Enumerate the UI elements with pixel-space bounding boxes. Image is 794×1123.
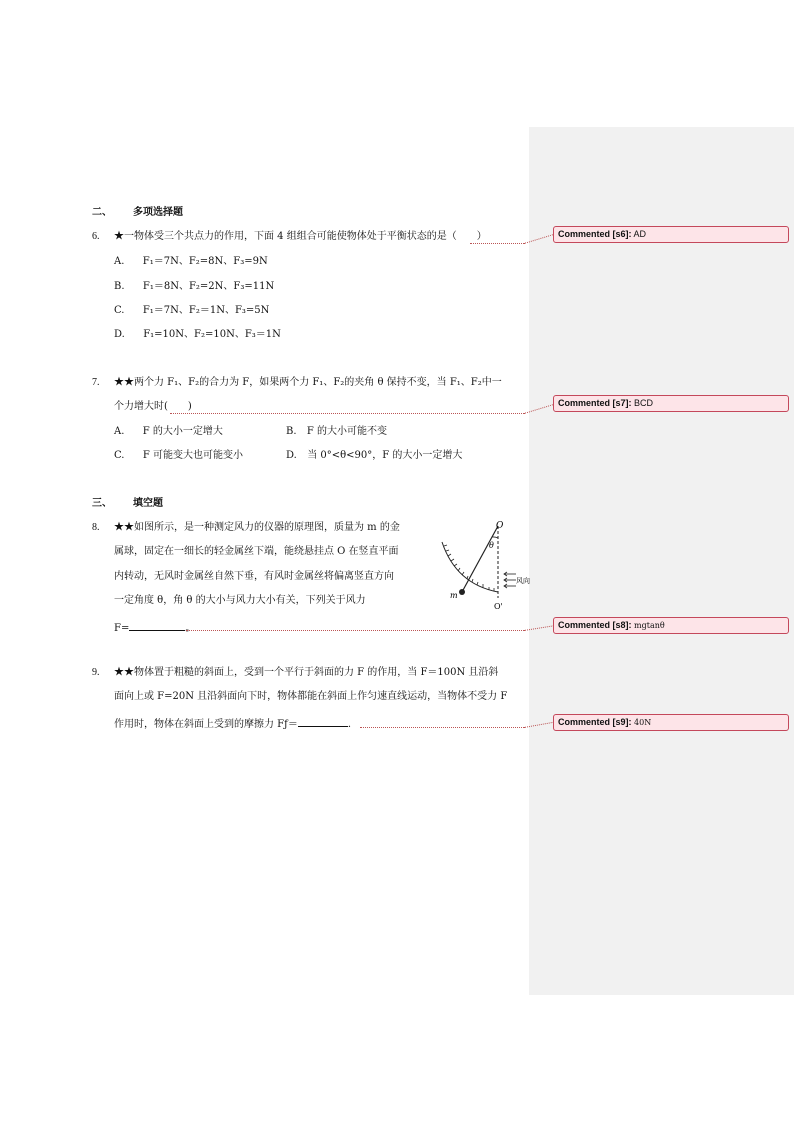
- comment-s6-leader: [470, 243, 524, 244]
- q8-line2: 属球，固定在一细长的轻金属丝下端，能绕悬挂点 O 在竖直平面: [114, 546, 399, 557]
- section-3-title: 填空题: [132, 498, 163, 509]
- figure-label-m: m: [450, 591, 458, 600]
- q6-option-c: [114, 305, 269, 317]
- q7-number: 7.: [92, 377, 100, 388]
- comment-s6[interactable]: [553, 226, 789, 243]
- q7-option-a-text: F 的大小一定增大: [142, 426, 223, 437]
- q6-option-b: [114, 281, 274, 293]
- comment-s7-author: Commented [s7]:: [558, 398, 632, 408]
- comment-s9-leader: [360, 727, 524, 728]
- q7-option-b-text: F 的大小可能不变: [306, 426, 388, 437]
- comment-s9-author: Commented [s9]:: [558, 717, 632, 727]
- q9-line2: 面向上或 F=20N 且沿斜面向下时，物体都能在斜面上作匀速直线运动，当物体不受力 F: [114, 691, 508, 702]
- figure-label-o: O: [496, 521, 504, 531]
- metal-ball: [459, 589, 465, 595]
- section-2-title: 多项选择题: [132, 207, 183, 218]
- q6-option-c-text: F₁＝7N、F₂＝1N、F₃=5N: [142, 305, 270, 316]
- q7-option-d: [286, 450, 462, 462]
- q6-option-a-label: A.: [114, 256, 125, 267]
- q9-line3: [114, 716, 351, 731]
- q7-stem-line2[interactable]: 个力增大时( ): [114, 401, 192, 412]
- comment-s9-text: 40N: [634, 718, 652, 727]
- comment-s8-text: mgtanθ: [634, 621, 665, 630]
- comment-s7-text: BCD: [634, 398, 654, 408]
- comment-margin-pane: [529, 127, 794, 995]
- q8-line3: 内转动，无风时金属丝自然下垂，有风时金属丝将偏离竖直方向: [114, 571, 394, 582]
- q7-option-a-label: A.: [114, 426, 125, 437]
- section-2-heading: [92, 207, 183, 219]
- q9-answer-blank[interactable]: [298, 716, 348, 727]
- comment-s6-text: AD: [633, 229, 647, 239]
- q6-option-a-text: F₁＝7N、F₂=8N、F₃=9N: [142, 256, 268, 267]
- q6-number: 6.: [92, 231, 100, 242]
- q6-option-b-label: B.: [114, 281, 125, 292]
- comment-s7-leader: [170, 413, 524, 414]
- q8-number: 8.: [92, 522, 100, 533]
- angle-arc: [492, 537, 498, 538]
- q8-line1: ★★如图所示，是一种测定风力的仪器的原理图，质量为 m 的金: [114, 522, 400, 533]
- q6-option-b-text: F₁＝8N、F₂=2N、F₃=11N: [142, 281, 275, 292]
- q7-stem-line1[interactable]: ★★两个力 F₁、F₂的合力为 F，如果两个力 F₁、F₂的夹角 θ 保持不变，当 F₁、F₂中一: [114, 377, 502, 388]
- q9-line1: ★★物体置于粗糙的斜面上，受到一个平行于斜面的力 F 的作用，当 F＝100N 且沿斜: [114, 667, 499, 678]
- comment-s8-author: Commented [s8]:: [558, 620, 632, 630]
- q8-answer-line: [114, 620, 195, 635]
- figure-label-theta: θ: [489, 541, 494, 550]
- wind-arrows: [504, 572, 516, 588]
- q7-option-b-label: B.: [286, 426, 297, 437]
- q9-number: 9.: [92, 667, 100, 678]
- q7-option-c-label: C.: [114, 450, 125, 461]
- comment-s6-author: Commented [s6]:: [558, 229, 632, 239]
- comment-s8-leader: [186, 630, 524, 631]
- q6-option-d-text: F₁=10N、F₂=10N、F₃＝1N: [143, 329, 281, 340]
- q8-answer-suffix: 。: [185, 623, 196, 634]
- q8-line4: 一定角度 θ，角 θ 的大小与风力大小有关，下列关于风力: [114, 595, 366, 606]
- q7-option-b: [286, 426, 387, 438]
- q7-option-c-text: F 可能变大也可能变小: [142, 450, 243, 461]
- q7-option-d-text: 当 0°<θ<90°，F 的大小一定增大: [307, 450, 463, 461]
- q9-line3-prefix: 作用时，物体在斜面上受到的摩擦力 Fƒ＝: [114, 719, 298, 730]
- q7-option-d-label: D.: [286, 450, 297, 461]
- q8-answer-prefix: F=: [114, 623, 130, 634]
- q6-option-d: [114, 329, 281, 341]
- section-3-heading: [92, 498, 163, 510]
- q8-answer-blank[interactable]: [129, 620, 185, 631]
- figure-label-wind: 风向: [516, 577, 530, 585]
- q6-stem[interactable]: ★一物体受三个共点力的作用，下面 4 组组合可能使物体处于平衡状态的是（ ）: [114, 231, 487, 242]
- q6-option-d-label: D.: [114, 329, 125, 340]
- comment-s9[interactable]: [553, 714, 789, 731]
- comment-s8[interactable]: [553, 617, 789, 634]
- figure-label-o-prime: O': [494, 602, 503, 611]
- comment-s7[interactable]: [553, 395, 789, 412]
- q6-option-c-label: C.: [114, 305, 125, 316]
- section-2-number: 二、: [92, 207, 112, 218]
- section-3-number: 三、: [92, 498, 112, 509]
- q6-option-a: [114, 256, 268, 268]
- q7-option-a: [114, 426, 223, 438]
- q9-line3-suffix: .: [347, 719, 352, 730]
- q7-option-c: [114, 450, 243, 462]
- wind-gauge-figure: [436, 518, 534, 612]
- metal-wire: [462, 526, 498, 592]
